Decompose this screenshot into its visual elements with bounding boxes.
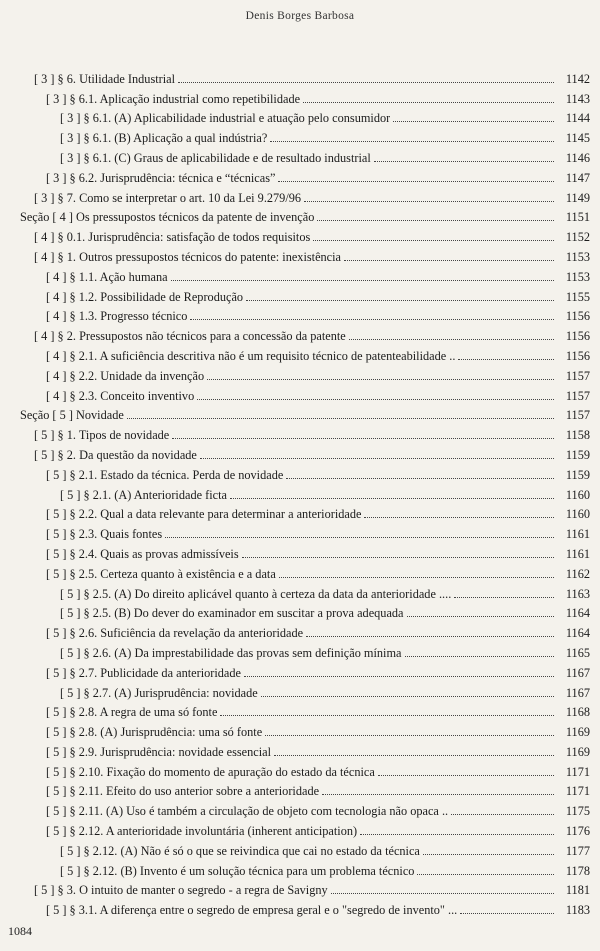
toc-entry [20,719,590,739]
toc-entry-title: [ 4 ] § 1.3. Progresso técnico [46,309,188,324]
dot-leader [265,725,554,736]
toc-entry [20,660,590,680]
dot-leader [197,389,554,400]
dot-leader [454,587,554,598]
dot-leader [242,547,554,558]
toc-entry-page: 1153 [565,269,590,284]
toc-entry-page: 1164 [565,626,590,641]
running-header: Denis Borges Barbosa [245,10,355,22]
toc-entry-page: 1156 [565,348,590,363]
toc-entry-page: 1168 [565,705,590,720]
toc-entry-title: [ 3 ] § 6.2. Jurisprudência: técnica e “técnicas” [46,170,276,185]
toc-entry [20,561,590,581]
dot-leader [190,309,554,320]
toc-entry [20,244,590,264]
toc-entry-page: 1156 [565,329,590,344]
toc-entry-title: [ 5 ] § 3. O intuito de manter o segredo - a regra de Savigny [34,883,328,898]
dot-leader [303,92,554,103]
dot-leader [230,488,554,499]
toc-entry-title: [ 5 ] § 2.2. Qual a data relevante para determinar a anterioridade [46,507,362,522]
toc-entry [20,620,590,640]
dot-leader [378,765,554,776]
toc-entry-page: 1167 [565,685,590,700]
dot-leader [274,745,554,756]
toc-entry-page: 1160 [565,507,590,522]
toc-entry-title: [ 5 ] § 2.3. Quais fontes [46,527,163,542]
toc-entry [20,125,590,145]
toc-entry-title: [ 5 ] § 2.8. (A) Jurisprudência: uma só fonte [46,725,263,740]
toc-entry [20,323,590,343]
dot-leader [165,527,554,538]
toc-entry-title: [ 5 ] § 2.1. Estado da técnica. Perda de novidade [46,467,284,482]
dot-leader [423,844,554,855]
toc-entry-page: 1175 [565,804,590,819]
toc-entry [20,165,590,185]
dot-leader [220,705,554,716]
toc-entry-title: [ 5 ] § 2.5. (A) Do direito aplicável quanto à certeza da data da anterioridade .... [60,586,452,601]
toc-entry-title: [ 5 ] § 2.5. (B) Do dever do examinador em suscitar a prova adequada [60,606,404,621]
toc-entry-title: [ 4 ] § 0.1. Jurisprudência: satisfação de todos requisitos [34,230,311,245]
toc-entry-page: 1169 [565,725,590,740]
toc-entry [20,66,590,86]
toc-entry [20,858,590,878]
toc-entry-title: [ 5 ] § 1. Tipos de novidade [34,428,170,443]
toc-entry-title: [ 4 ] § 2.2. Unidade da invenção [46,368,205,383]
dot-leader [207,369,554,380]
toc-entry [20,640,590,660]
toc-entry-title: [ 5 ] § 2.6. (A) Da imprestabilidade das provas sem definição mínima [60,645,402,660]
dot-leader [306,626,554,637]
toc-entry-title: [ 3 ] § 6.1. (B) Aplicação a qual indústria? [60,131,268,146]
toc-entry-page: 1171 [565,784,590,799]
toc-entry [20,897,590,917]
dot-leader [417,864,554,875]
dot-leader [451,804,554,815]
dot-leader [304,191,554,202]
dot-leader [127,408,554,419]
toc-entry-page: 1167 [565,665,590,680]
dot-leader [286,468,554,479]
toc-entry-page: 1159 [565,447,590,462]
toc-entry-page: 1149 [565,190,590,205]
dot-leader [393,111,554,122]
toc-entry [20,482,590,502]
toc-entry-title: [ 5 ] § 2.8. A regra de uma só fonte [46,705,218,720]
toc-entry-title: Seção [ 5 ] Novidade [20,408,124,423]
toc-entry-title: [ 3 ] § 6.1. (A) Aplicabilidade industrial e atuação pelo consumidor [60,111,391,126]
toc-entry-page: 1159 [565,467,590,482]
toc-entry [20,818,590,838]
dot-leader [374,151,554,162]
toc-entry-page: 1144 [565,111,590,126]
toc-entry-title: [ 5 ] § 2. Da questão da novidade [34,447,197,462]
toc-entry-page: 1156 [565,309,590,324]
toc-entry-page: 1145 [565,131,590,146]
dot-leader [331,883,554,894]
toc-entry [20,878,590,898]
dot-leader [364,507,554,518]
toc-entry [20,581,590,601]
toc-entry-title: [ 4 ] § 1.2. Possibilidade de Reprodução [46,289,244,304]
toc-entry-page: 1157 [565,388,590,403]
toc-entry-title: [ 4 ] § 2.3. Conceito inventivo [46,388,195,403]
toc-entry [20,838,590,858]
toc-entry-page: 1160 [565,487,590,502]
toc-entry-title: [ 5 ] § 2.11. Efeito do uso anterior sobre a anterioridade [46,784,320,799]
dot-leader [172,428,554,439]
toc-entry-page: 1147 [565,170,590,185]
dot-leader [322,784,554,795]
toc-entry [20,442,590,462]
toc-entry [20,422,590,442]
toc-entry-page: 1176 [565,824,590,839]
dot-leader [407,606,554,617]
toc-entry-title: [ 3 ] § 6.1. (C) Graus de aplicabilidade e de resultado industrial [60,150,371,165]
toc-entry-page: 1157 [565,368,590,383]
toc-entry [20,304,590,324]
toc-entry-title: [ 3 ] § 6. Utilidade Industrial [34,71,176,86]
table-of-contents [20,66,590,917]
toc-entry-page: 1165 [565,645,590,660]
dot-leader [317,210,554,221]
toc-entry-title: [ 5 ] § 3.1. A diferença entre o segredo de empresa geral e o "segredo de invento" ... [46,903,458,918]
dot-leader [270,131,554,142]
toc-entry-page: 1169 [565,744,590,759]
toc-entry-page: 1153 [565,249,590,264]
toc-entry [20,284,590,304]
toc-entry [20,106,590,126]
toc-entry-page: 1142 [565,71,590,86]
dot-leader [200,448,554,459]
toc-entry [20,383,590,403]
toc-entry-title: [ 5 ] § 2.7. Publicidade da anterioridade [46,665,241,680]
dot-leader [244,666,554,677]
toc-entry [20,86,590,106]
toc-entry-title: [ 5 ] § 2.5. Certeza quanto à existência e a data [46,566,276,581]
toc-entry [20,145,590,165]
toc-entry-title: [ 5 ] § 2.4. Quais as provas admissíveis [46,546,239,561]
page-number: 1084 [8,924,32,938]
toc-entry-title: [ 3 ] § 7. Como se interpretar o art. 10 da Lei 9.279/96 [34,190,302,205]
toc-entry-page: 1181 [565,883,590,898]
toc-entry-title: [ 5 ] § 2.11. (A) Uso é também a circulação de objeto com tecnologia não opaca .. [46,804,449,819]
toc-entry-title: [ 5 ] § 2.7. (A) Jurisprudência: novidade [60,685,258,700]
dot-leader [344,250,554,261]
toc-entry-title: Seção [ 4 ] Os pressupostos técnicos da patente de invenção [20,210,315,225]
toc-entry [20,739,590,759]
toc-entry-page: 1178 [565,863,590,878]
toc-entry-page: 1163 [565,586,590,601]
dot-leader [349,329,554,340]
toc-entry-page: 1151 [565,210,590,225]
toc-entry [20,601,590,621]
toc-entry-title: [ 4 ] § 2. Pressupostos não técnicos para a concessão da patente [34,329,346,344]
toc-entry-page: 1158 [565,428,590,443]
toc-entry-page: 1183 [565,903,590,918]
dot-leader [171,270,554,281]
toc-entry-title: [ 4 ] § 1. Outros pressupostos técnicos do patente: inexistência [34,249,342,264]
dot-leader [279,567,554,578]
dot-leader [313,230,554,241]
dot-leader [405,646,555,657]
toc-entry-page: 1146 [565,150,590,165]
toc-entry [20,343,590,363]
toc-entry [20,502,590,522]
dot-leader [460,903,554,914]
toc-entry-title: [ 4 ] § 2.1. A suficiência descritiva não é um requisito técnico de patenteabilidade .. [46,348,456,363]
toc-entry [20,680,590,700]
toc-entry [20,462,590,482]
toc-entry-title: [ 5 ] § 2.6. Suficiência da revelação da anterioridade [46,626,304,641]
toc-entry [20,205,590,225]
toc-entry [20,779,590,799]
dot-leader [246,290,554,301]
dot-leader [261,686,554,697]
toc-entry-title: [ 5 ] § 2.12. (B) Invento é um solução técnica para um problema técnico [60,863,415,878]
toc-entry-title: [ 5 ] § 2.9. Jurisprudência: novidade essencial [46,744,272,759]
toc-entry-title: [ 5 ] § 2.10. Fixação do momento de apuração do estado da técnica [46,764,375,779]
toc-entry-title: [ 5 ] § 2.12. A anterioridade involuntária (inherent anticipation) [46,824,358,839]
toc-entry [20,541,590,561]
toc-entry-page: 1164 [565,606,590,621]
toc-entry [20,759,590,779]
toc-entry [20,798,590,818]
dot-leader [458,349,554,360]
toc-entry-page: 1161 [565,527,590,542]
toc-entry [20,264,590,284]
toc-entry [20,224,590,244]
toc-entry [20,363,590,383]
toc-entry [20,403,590,423]
toc-entry-page: 1152 [565,230,590,245]
toc-entry-page: 1155 [565,289,590,304]
toc-entry-title: [ 5 ] § 2.12. (A) Não é só o que se reivindica que cai no estado da técnica [60,843,420,858]
toc-entry-page: 1171 [565,764,590,779]
toc-entry-page: 1162 [565,566,590,581]
toc-entry-page: 1161 [565,546,590,561]
toc-entry-title: [ 5 ] § 2.1. (A) Anterioridade ficta [60,487,227,502]
toc-entry-title: [ 4 ] § 1.1. Ação humana [46,269,168,284]
toc-entry [20,521,590,541]
dot-leader [178,72,554,83]
toc-entry [20,185,590,205]
toc-entry-page: 1177 [565,843,590,858]
dot-leader [360,824,554,835]
toc-entry-title: [ 3 ] § 6.1. Aplicação industrial como repetibilidade [46,91,301,106]
dot-leader [278,171,554,182]
toc-entry-page: 1157 [565,408,590,423]
toc-entry-page: 1143 [565,91,590,106]
toc-entry [20,700,590,720]
